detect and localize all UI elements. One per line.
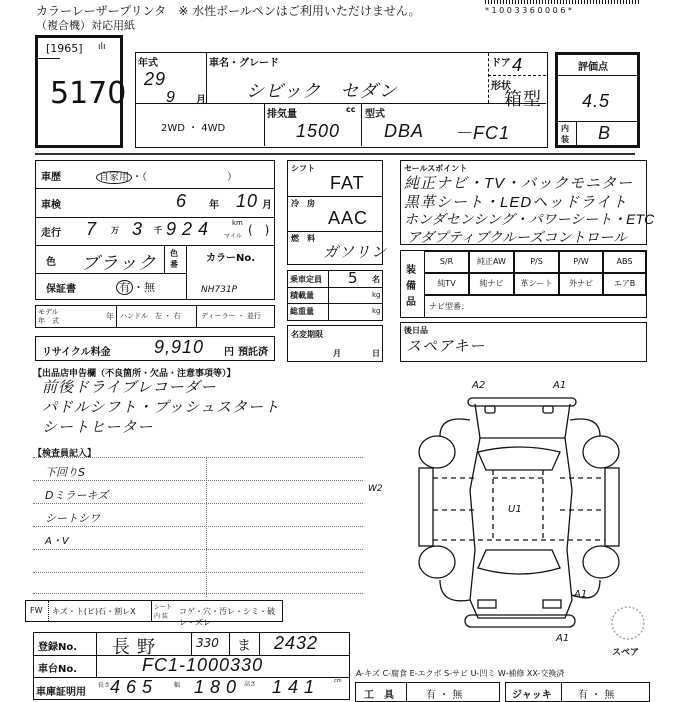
fw-row (25, 600, 283, 627)
sales-point-line: ホンダセンシング・パワーシート・ETC (404, 211, 655, 227)
sen-unit: 千 (154, 226, 162, 235)
displacement-value: 1500 (296, 121, 341, 141)
interior-label3: 内 装 (154, 613, 168, 620)
score-value: 4.5 (582, 91, 611, 111)
model-code: －FC1 (454, 123, 511, 143)
mileage-paren: ( ) (248, 223, 270, 237)
shape-value: 箱型 (504, 89, 542, 109)
chassis-label: 車台No. (38, 664, 78, 675)
car-damage-diagram (360, 370, 700, 650)
inspector-line: シートシワ (45, 512, 100, 525)
load-label: 積載量 (290, 291, 314, 300)
color-label: 色 (46, 257, 56, 268)
name-label: 車名・グレード (209, 58, 279, 69)
equipment-label2: 備 (406, 281, 416, 292)
inspection-label: 車検 (41, 200, 61, 211)
model-year-label2: 年 式 (38, 317, 59, 325)
recycle-label: リサイクル料金 (42, 347, 111, 358)
windshield (478, 550, 560, 574)
capacity-label: 乗車定員 (290, 275, 322, 284)
mileage-label: 走行 (41, 228, 61, 239)
sales-point-line: 純正ナビ・TV・バックモニター (404, 175, 634, 192)
recycle-row (35, 336, 275, 361)
later-items-block (400, 322, 647, 362)
rear-window (478, 447, 560, 470)
mileage-man: 7 (86, 219, 98, 239)
capacity-unit: 名 (372, 275, 380, 284)
handle-options: ハンドル 左 ・ 右 (120, 312, 181, 320)
month-unit: 月 (196, 95, 206, 106)
mile-unit: マイル (224, 233, 242, 240)
height-label: 高さ (244, 681, 257, 688)
jack-options: 有 ・ 無 (578, 690, 615, 701)
name-change-month: 月 (333, 349, 341, 358)
equipment-abs: ABS (603, 251, 646, 273)
door-value: 4 (512, 55, 524, 75)
color-no-label: カラーNo. (206, 253, 256, 264)
garage-label: 車庫証明用 (36, 687, 86, 698)
month-value: 9 (166, 89, 176, 106)
navi-model-label: ナビ型番： (429, 302, 469, 311)
left-side (419, 468, 433, 546)
header-line1: カラーレーザープリンタ ※ 水性ボールペンはご利用いただけません。 (36, 4, 421, 18)
ac-label: 冷 房 (291, 199, 315, 208)
fuel-label: 燃 料 (291, 234, 315, 243)
spare-label: スペア (612, 648, 640, 658)
header-line2: （複合機）対応用紙 (36, 19, 135, 32)
chassis-number: FC1-1000330 (142, 655, 264, 675)
history-label: 車歴 (41, 172, 61, 183)
right-side (605, 468, 619, 546)
year-label: 年式 (138, 58, 158, 69)
vehicle-box (135, 52, 548, 148)
history-paren: ・（ ） (132, 172, 237, 183)
cm-unit: cm (334, 678, 342, 684)
year-unit: 年 (209, 200, 219, 211)
equipment-label: 装 (406, 265, 416, 276)
registration-region: 長 野 (112, 637, 157, 657)
month-unit2: 月 (262, 200, 272, 211)
recycle-status: 預託済 (238, 347, 268, 358)
interior-label2: 装 (561, 135, 569, 144)
gross-unit: kg (372, 307, 381, 315)
seller-note-line: パドルシフト・プッシュスタート (42, 399, 280, 416)
model-year-label: モデル (38, 308, 59, 316)
model-prefix: DBA (384, 121, 425, 141)
shape-label: 形状 (491, 81, 511, 92)
score-label: 評価点 (578, 62, 608, 73)
fuel-value: ガソリン (323, 244, 388, 261)
ac-value: AAC (328, 208, 369, 228)
equipment-ps: P/S (514, 251, 559, 273)
registration-kana: ま (237, 638, 251, 654)
color-no-value: NH731P (201, 285, 238, 295)
model-year-row (35, 305, 275, 328)
seller-note-line: 前後ドライブレコーダー (42, 379, 217, 396)
warranty-yes: 有 (116, 280, 133, 295)
seat-items: コゲ・穴・汚レ・シミ・破レ・ズレ (179, 607, 275, 627)
length-label: 長さ (98, 682, 111, 689)
equipment-sr: S/R (424, 251, 469, 273)
color-code-label2: 番 (170, 260, 178, 269)
sales-point-line: アダプティブクルーズコントロール (407, 229, 628, 245)
barcode (485, 0, 640, 4)
interior-label: 内 (561, 124, 569, 133)
damage-legend: A-キズ C-腐食 E-エクボ S-サビ U-凹ミ W-補修 XX-交換済 (356, 669, 565, 678)
equipment-leather: 革シート (514, 273, 559, 295)
spec-block (287, 160, 388, 265)
model-label: 型式 (365, 109, 385, 120)
load-unit: kg (372, 291, 381, 299)
warranty-options (116, 279, 155, 295)
equipment-label3: 品 (406, 297, 416, 308)
history-block (35, 160, 275, 300)
damage-mark: U1 (508, 504, 522, 515)
interior-score: B (598, 123, 612, 143)
front-bumper (465, 615, 575, 627)
width-label: 幅 (174, 682, 181, 689)
fw-items: キズ・ト(ビ)石・割レX (52, 607, 136, 616)
sales-point-line: 黒革シート・LEDヘッドライト (404, 194, 628, 211)
length-value: 465 (110, 677, 159, 697)
capacity-value: 5 (348, 269, 358, 287)
score-box (555, 52, 640, 148)
name-change-label: 名変期限 (291, 330, 323, 339)
seller-notes-label: 【出品店申告欄（不良箇所・欠品・注意事項等）】 (33, 369, 236, 379)
warranty-sep: ・ (133, 281, 144, 294)
damage-mark: W2 (368, 484, 383, 494)
barcode-number: * 1 0 0 3 3 6 0 0 0 6 * (485, 6, 572, 15)
name-change-day: 日 (372, 349, 380, 358)
equipment-ext-navi: 外ナビ (559, 273, 603, 295)
equipment-tv: 純TV (424, 273, 469, 295)
damage-mark: A2 (472, 380, 486, 391)
damage-mark: A1 (556, 633, 570, 644)
warranty-label: 保証書 (46, 284, 76, 295)
drive-type: 2WD ・ 4WD (161, 123, 226, 134)
mileage-rest: 924 (166, 219, 215, 239)
dealer-options: ディーラー ・ 並行 (201, 312, 261, 320)
equipment-aw: 純正AW (469, 251, 514, 273)
door-label: ドア (491, 58, 511, 69)
inspection-year: 6 (176, 191, 188, 211)
car-name: シビック セダン (246, 81, 398, 101)
model-year-unit: 年 (106, 312, 114, 321)
height-value: 141 (272, 677, 321, 697)
later-label: 後日品 (404, 326, 428, 335)
man-unit: 万 (111, 226, 119, 235)
lot-code: [1965] (46, 42, 83, 55)
recycle-unit: 円 (224, 347, 234, 358)
color-code-label: 色 (170, 249, 178, 258)
inspector-line: Dミラーキズ (45, 489, 109, 502)
name-change-block (287, 325, 383, 362)
equipment-navi: 純ナビ (469, 273, 514, 295)
gross-label: 総重量 (290, 307, 314, 316)
registration-block (33, 632, 350, 700)
seat-label: シート (154, 604, 173, 611)
later-value: スペアキー (406, 338, 486, 355)
lot-mark: ılı (98, 42, 106, 52)
recycle-value: 9,910 (154, 337, 205, 357)
history-value (96, 168, 237, 183)
lot-box (35, 35, 127, 148)
year-value: 29 (144, 69, 167, 89)
inspection-month: 10 (236, 191, 259, 211)
sales-points-label: セールスポイント (404, 164, 468, 173)
shift-label: シフト (291, 164, 315, 173)
history-circled: 自家用 (96, 171, 132, 184)
cc-unit: cc (346, 105, 356, 114)
shift-value: FAT (330, 173, 365, 193)
warranty-no: 無 (144, 281, 155, 294)
equipment-pw: P/W (559, 251, 603, 273)
jack-box (505, 682, 650, 702)
registration-label: 登録No. (38, 642, 78, 653)
width-value: 180 (194, 677, 243, 697)
trunk (475, 404, 570, 438)
inspector-label: 【検査員記入】 (33, 449, 97, 459)
tools-box (355, 682, 500, 702)
registration-class: 330 (196, 636, 219, 650)
equipment-block (400, 250, 647, 318)
damage-mark: A1 (553, 380, 567, 391)
inspector-line: A・V (45, 536, 69, 547)
spare-tire (612, 607, 644, 639)
inspector-line: 下回りS (45, 466, 85, 479)
tools-label: 工 具 (364, 690, 394, 701)
mileage-sen: 3 (132, 219, 144, 239)
tools-options: 有 ・ 無 (426, 690, 463, 701)
capacity-block (287, 270, 383, 321)
jack-label: ジャッキ (512, 690, 552, 701)
registration-number: 2432 (274, 633, 319, 653)
equipment-airbag: エアB (603, 273, 646, 295)
km-unit: km (232, 219, 243, 227)
color-value: ブラック (81, 253, 157, 273)
lot-number: 5170 (50, 76, 127, 111)
fw-label: FW (30, 606, 43, 615)
damage-mark: A1 (574, 589, 588, 600)
car-body (470, 438, 572, 618)
rear-bumper (468, 398, 576, 406)
seller-note-line: シートヒーター (42, 419, 154, 436)
sales-points-block (400, 160, 655, 245)
displacement-label: 排気量 (267, 109, 297, 120)
